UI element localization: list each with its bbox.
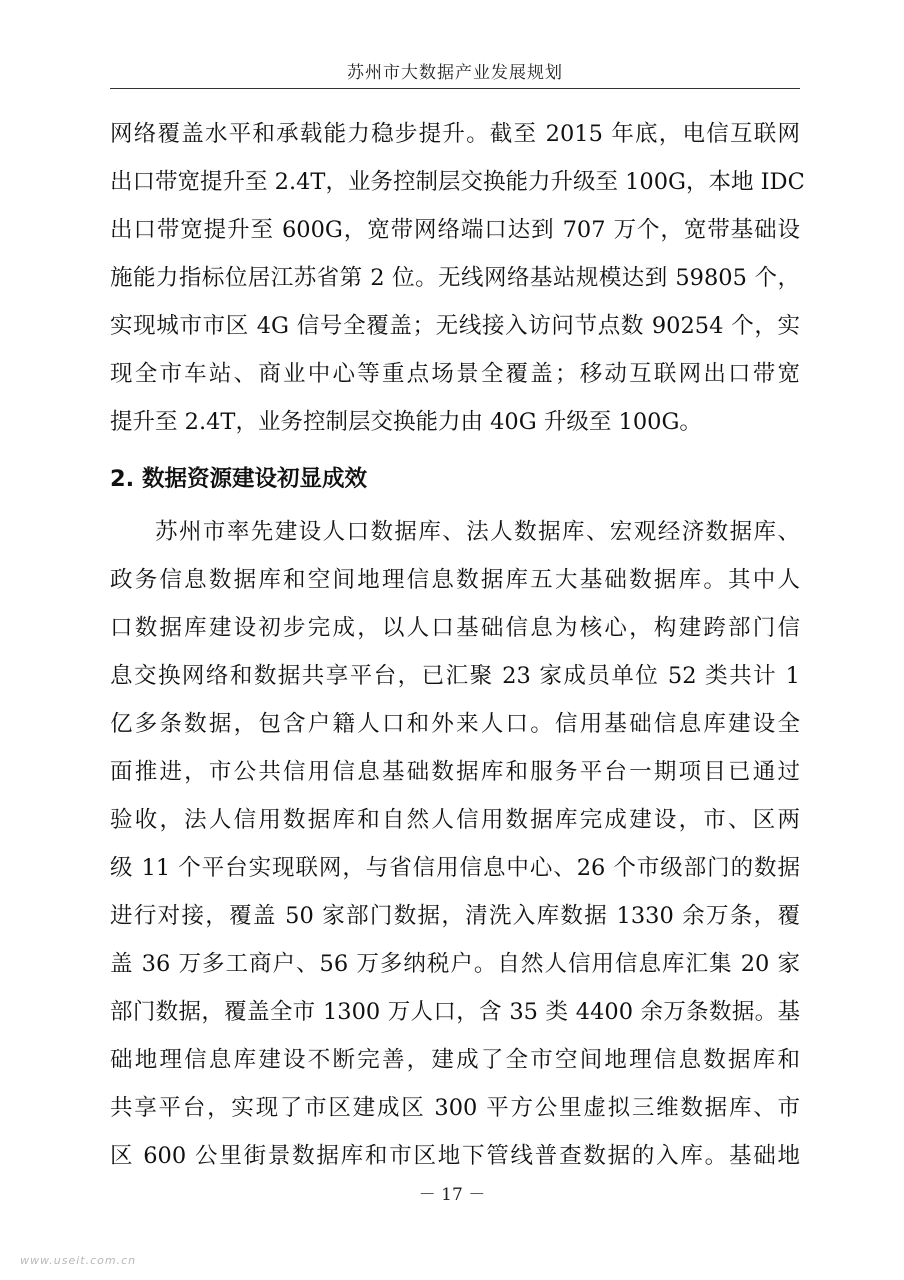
header-divider [110, 88, 800, 89]
paragraph-line: 亿多条数据，包含户籍人口和外来人口。信用基础信息库建设全 [110, 711, 800, 737]
paragraph-line: 政务信息数据库和空间地理信息数据库五大基础数据库。其中人 [110, 567, 800, 593]
paragraph-line: 出口带宽提升至 600G，宽带网络端口达到 707 万个，宽带基础设 [110, 217, 800, 243]
paragraph-line: 验收，法人信用数据库和自然人信用数据库完成建设，市、区两 [110, 807, 800, 833]
paragraph-line: 面推进，市公共信用信息基础数据库和服务平台一期项目已通过 [110, 759, 800, 785]
section-heading: 2. 数据资源建设初显成效 [110, 466, 368, 492]
paragraph-line: 础地理信息库建设不断完善，建成了全市空间地理信息数据库和 [110, 1047, 800, 1073]
paragraph-line: 网络覆盖水平和承载能力稳步提升。截至 2015 年底，电信互联网 [110, 121, 800, 147]
paragraph-line: 口数据库建设初步完成，以人口基础信息为核心，构建跨部门信 [110, 615, 800, 641]
paragraph-network-coverage [110, 110, 805, 446]
paragraph-line: 提升至 2.4T，业务控制层交换能力由 40G 升级至 100G。 [110, 409, 702, 435]
paragraph-line: 盖 36 万多工商户、56 万多纳税户。自然人信用信息库汇集 20 家 [110, 951, 800, 977]
paragraph-line: 息交换网络和数据共享平台，已汇聚 23 家成员单位 52 类共计 1 [110, 663, 800, 689]
page-number: － 17 － [418, 1185, 486, 1205]
paragraph-line: 现全市车站、商业中心等重点场景全覆盖；移动互联网出口带宽 [110, 361, 800, 387]
paragraph-line: 级 11 个平台实现联网，与省信用信息中心、26 个市级部门的数据 [110, 855, 800, 881]
paragraph-line: 苏州市率先建设人口数据库、法人数据库、宏观经济数据库、 [155, 519, 800, 545]
paragraph-line: 共享平台，实现了市区建成区 300 平方公里虚拟三维数据库、市 [110, 1095, 800, 1121]
paragraph-line: 部门数据，覆盖全市 1300 万人口，含 35 类 4400 余万条数据。基 [110, 999, 800, 1025]
paragraph-line: 施能力指标位居江苏省第 2 位。无线网络基站规模达到 59805 个， [110, 265, 800, 291]
paragraph-data-resources [110, 508, 800, 1180]
paragraph-line: 区 600 公里街景数据库和市区地下管线普查数据的入库。基础地 [110, 1143, 800, 1169]
running-header-title: 苏州市大数据产业发展规划 [347, 63, 563, 83]
watermark: www.useit.com.cn [20, 1254, 137, 1267]
page-body [110, 110, 805, 1180]
paragraph-line: 出口带宽提升至 2.4T，业务控制层交换能力升级至 100G，本地 IDC [110, 169, 805, 195]
paragraph-line: 实现城市市区 4G 信号全覆盖；无线接入访问节点数 90254 个，实 [110, 313, 800, 339]
paragraph-line: 进行对接，覆盖 50 家部门数据，清洗入库数据 1330 余万条，覆 [110, 903, 800, 929]
